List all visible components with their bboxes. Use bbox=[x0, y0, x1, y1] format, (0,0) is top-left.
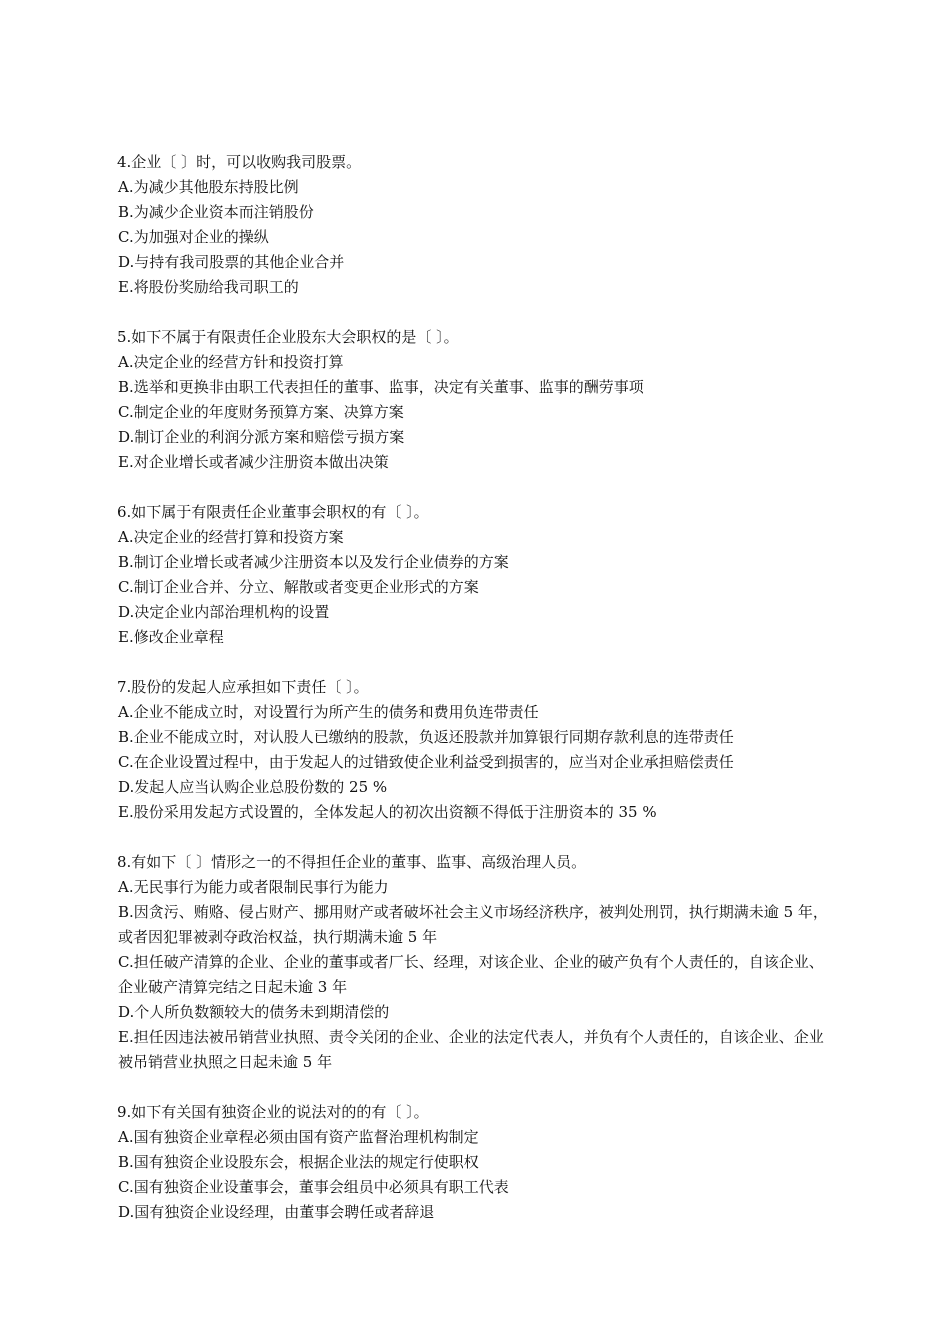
question-stem: 6.如下属于有限责任企业董事会职权的有〔 〕。 bbox=[117, 503, 429, 521]
option-b: B.选举和更换非由职工代表担任的董事、监事，决定有关董事、监事的酬劳事项 bbox=[118, 378, 644, 396]
option-d: D.决定企业内部治理机构的设置 bbox=[118, 603, 330, 621]
option-a: A.决定企业的经营打算和投资方案 bbox=[118, 528, 344, 546]
option-d: D.与持有我司股票的其他企业合并 bbox=[118, 253, 345, 271]
option-a: A.决定企业的经营方针和投资打算 bbox=[118, 353, 344, 371]
question-stem: 8.有如下〔 〕情形之一的不得担任企业的董事、监事、高级治理人员。 bbox=[117, 853, 587, 871]
option-c: C.国有独资企业设董事会，董事会组员中必须具有职工代表 bbox=[118, 1178, 509, 1196]
option-d: D.个人所负数额较大的债务未到期清偿的 bbox=[118, 1003, 390, 1021]
question-stem: 9.如下有关国有独资企业的说法对的的有〔 〕。 bbox=[117, 1103, 429, 1121]
question-4 bbox=[117, 150, 832, 300]
option-c: C.在企业设置过程中，由于发起人的过错致使企业利益受到损害的，应当对企业承担赔偿责任 bbox=[118, 753, 734, 771]
option-d: D.发起人应当认购企业总股份数的 25 % bbox=[118, 778, 388, 796]
option-a: A.国有独资企业章程必须由国有资产监督治理机构制定 bbox=[118, 1128, 479, 1146]
question-stem: 7.股份的发起人应承担如下责任〔 〕。 bbox=[117, 678, 369, 696]
option-d: D.国有独资企业设经理，由董事会聘任或者辞退 bbox=[118, 1203, 435, 1221]
option-e: E.将股份奖励给我司职工的 bbox=[118, 278, 299, 296]
question-7 bbox=[117, 675, 832, 825]
question-5 bbox=[117, 325, 832, 475]
option-b: B.企业不能成立时，对认股人已缴纳的股款，负返还股款并加算银行同期存款利息的连带责任 bbox=[118, 728, 734, 746]
option-a: A.企业不能成立时，对设置行为所产生的债务和费用负连带责任 bbox=[118, 703, 539, 721]
option-b: B.国有独资企业设股东会，根据企业法的规定行使职权 bbox=[118, 1153, 479, 1171]
option-c: C.制订企业合并、分立、解散或者变更企业形式的方案 bbox=[118, 578, 479, 596]
option-b: B.为减少企业资本而注销股份 bbox=[118, 203, 314, 221]
option-d: D.制订企业的利润分派方案和赔偿亏损方案 bbox=[118, 428, 405, 446]
option-c: C.制定企业的年度财务预算方案、决算方案 bbox=[118, 403, 404, 421]
document-body bbox=[117, 150, 832, 1250]
option-a: A.为减少其他股东持股比例 bbox=[118, 178, 299, 196]
option-e: E.修改企业章程 bbox=[118, 628, 224, 646]
question-6 bbox=[117, 500, 832, 650]
question-stem: 5.如下不属于有限责任企业股东大会职权的是〔 〕。 bbox=[117, 328, 459, 346]
option-c: C.担任破产清算的企业、企业的董事或者厂长、经理，对该企业、企业的破产负有个人责任的，自该企业、企业破产清算完结之日起未逾 3 年 bbox=[118, 953, 824, 996]
option-e: E.股份采用发起方式设置的，全体发起人的初次出资额不得低于注册资本的 35 % bbox=[118, 803, 657, 821]
question-8 bbox=[117, 850, 832, 1075]
question-stem: 4.企业〔 〕时，可以收购我司股票。 bbox=[117, 153, 362, 171]
question-9 bbox=[117, 1100, 832, 1225]
option-e: E.担任因违法被吊销营业执照、责令关闭的企业、企业的法定代表人，并负有个人责任的，自该企业、企业被吊销营业执照之日起未逾 5 年 bbox=[118, 1028, 824, 1071]
option-a: A.无民事行为能力或者限制民事行为能力 bbox=[118, 878, 389, 896]
option-b: B.因贪污、贿赂、侵占财产、挪用财产或者破坏社会主义市场经济秩序，被判处刑罚，执行期满未逾 5 年，或者因犯罪被剥夺政治权益，执行期满未逾 5 年 bbox=[118, 903, 828, 946]
option-e: E.对企业增长或者减少注册资本做出决策 bbox=[118, 453, 389, 471]
option-c: C.为加强对企业的操纵 bbox=[118, 228, 269, 246]
option-b: B.制订企业增长或者减少注册资本以及发行企业债券的方案 bbox=[118, 553, 509, 571]
